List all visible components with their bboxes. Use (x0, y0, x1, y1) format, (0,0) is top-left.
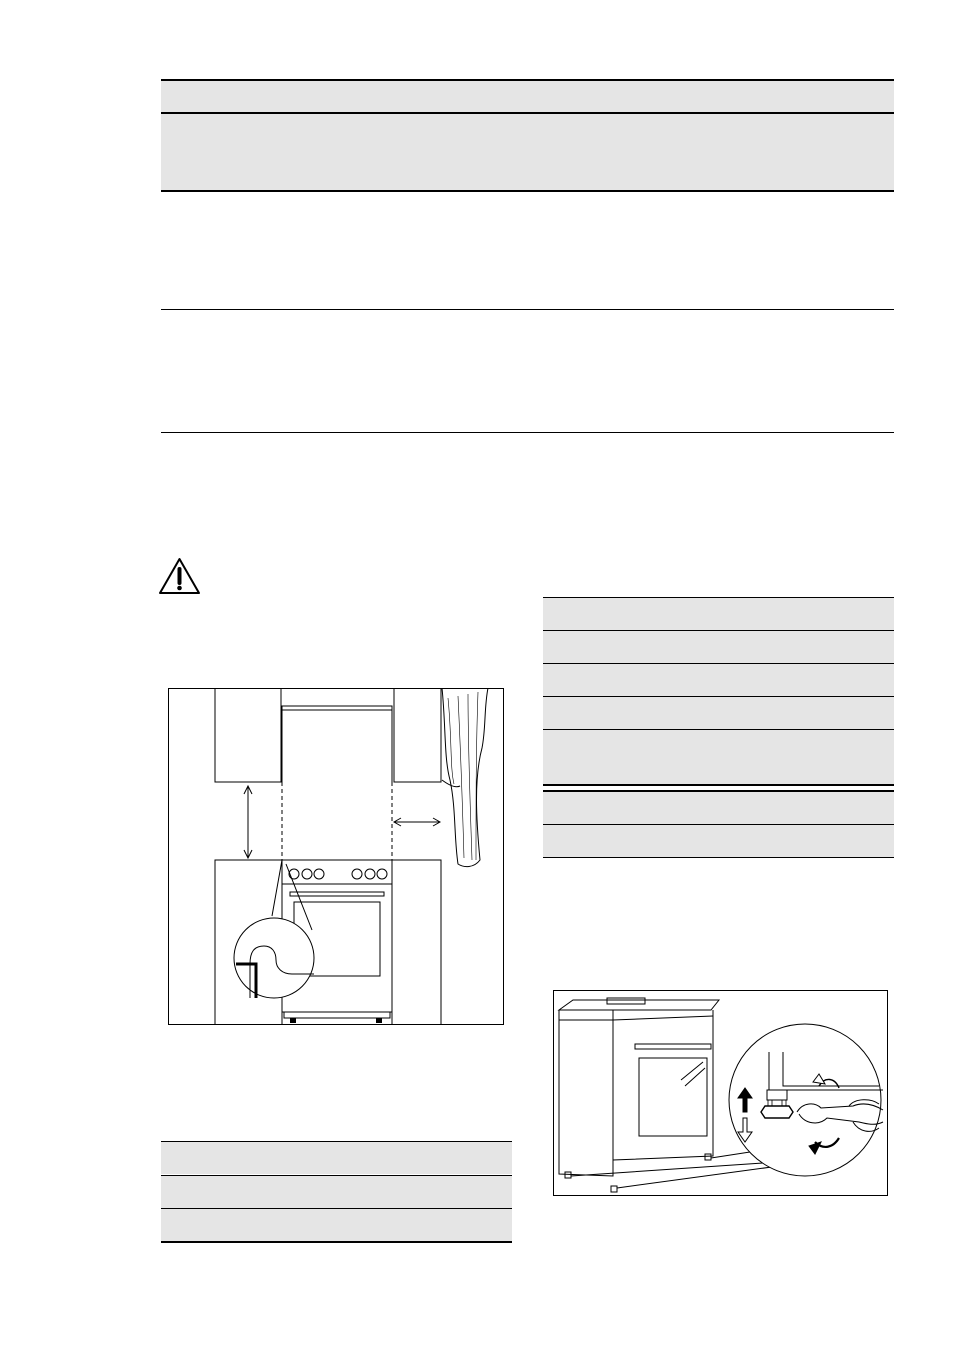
right-table-row-2 (543, 631, 894, 663)
right-table-row-6 (543, 792, 894, 824)
top-table-rule-top (161, 79, 894, 81)
bottom-left-table-rule-3 (161, 1241, 512, 1243)
top-table (161, 79, 894, 434)
bottom-left-table-row-1 (161, 1141, 512, 1174)
right-table-rule-5 (543, 784, 894, 786)
right-table-row-4 (543, 697, 894, 729)
installation-diagram (168, 688, 504, 1025)
top-table-rule-3 (161, 432, 894, 433)
top-table-row-1 (161, 114, 894, 190)
right-table-row-3 (543, 664, 894, 696)
right-table-row-5 (543, 730, 894, 784)
warning-triangle-icon (158, 557, 201, 596)
right-table-rule-8 (543, 857, 894, 858)
right-table-rule-0 (543, 597, 894, 598)
top-table-row-2 (161, 192, 894, 308)
right-table-row-7 (543, 825, 894, 857)
bottom-left-table-row-2 (161, 1176, 512, 1208)
top-table-header (161, 79, 894, 112)
right-table-row-1 (543, 597, 894, 630)
top-table-row-3 (161, 310, 894, 432)
bottom-left-table (161, 1141, 512, 1243)
right-table (543, 597, 894, 859)
bottom-left-table-rule-0 (161, 1141, 512, 1142)
levelling-diagram (553, 990, 888, 1196)
bottom-left-table-row-3 (161, 1209, 512, 1241)
